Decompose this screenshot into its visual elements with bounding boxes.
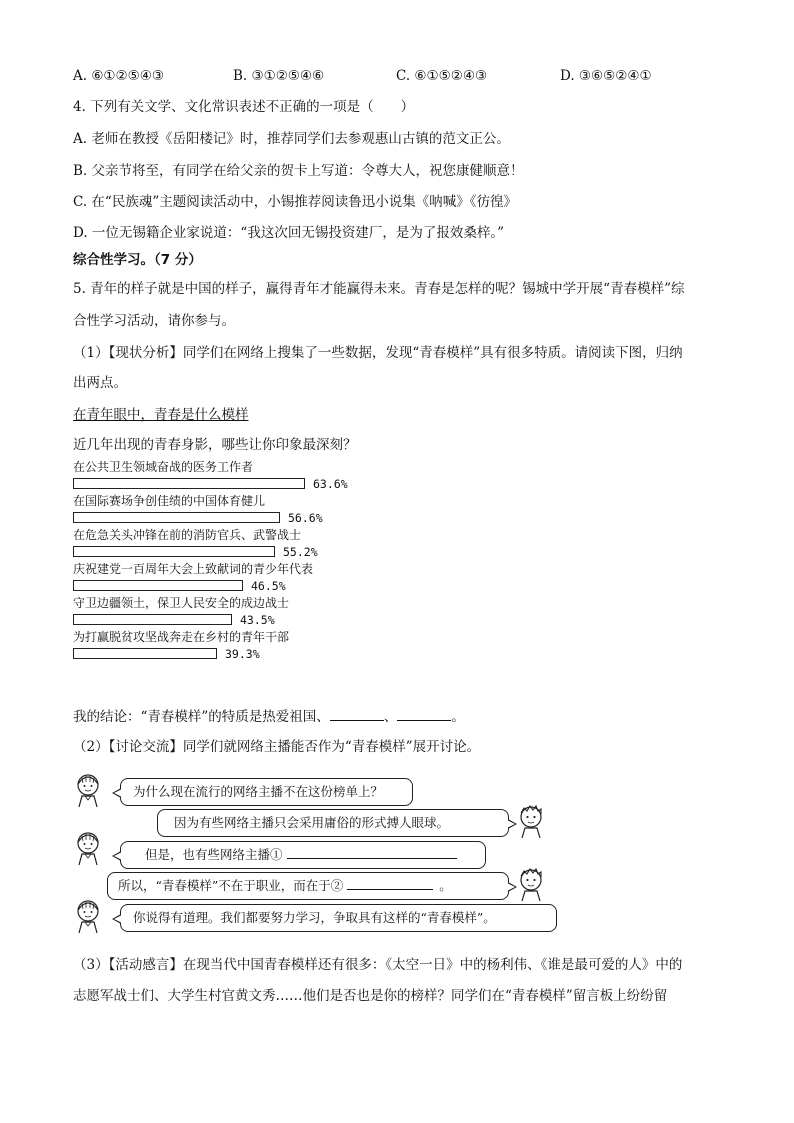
conclusion-prefix: 我的结论：“青春模样”的特质是热爱祖国、 — [73, 709, 330, 725]
q5-intro-line2: 合性学习活动，请你参与。 — [73, 313, 235, 329]
q5-part2: （2）【讨论交流】同学们就网络主播能否作为“青春模样”展开讨论。 — [73, 739, 481, 755]
option-c: C. ⑥①⑤②④③ — [396, 68, 488, 84]
bar-category-label: 守卫边疆领土，保卫人民安全的成边战士 — [73, 596, 290, 610]
bar-value-label: 63.6% — [313, 477, 348, 491]
answer-blank-1[interactable] — [330, 706, 384, 721]
section-title: 综合性学习。（7 分） — [73, 252, 202, 268]
bar-row — [73, 511, 340, 525]
bar-row — [73, 579, 303, 593]
q5-part1-line1: （1）【现状分析】同学们在网络上搜集了一些数据，发现“青春模样”具有很多特质。请阅读下图，归纳 — [73, 345, 683, 361]
bar-value-label: 43.5% — [240, 613, 275, 627]
bar-value-label: 55.2% — [283, 545, 318, 559]
girl-avatar-icon — [73, 898, 103, 934]
boy-avatar-icon — [516, 866, 546, 902]
option-a: A. ⑥①②⑤④③ — [73, 68, 164, 84]
dialogue-bubble-1: 为什么现在流行的网络主播不在这份榜单上？ — [120, 778, 413, 806]
bar-row — [73, 613, 292, 627]
bar-category-label: 在公共卫生领域奋战的医务工作者 — [73, 460, 254, 474]
bar-row — [73, 545, 335, 559]
option-b: B. ③①②⑤④⑥ — [233, 68, 325, 84]
bar-value-label: 46.5% — [251, 579, 286, 593]
q5-part3-line1: （3）【活动感言】在现当代中国青春模样还有很多：《太空一日》中的杨利伟、《谁是最可爱的人》中的 — [73, 957, 683, 973]
option-d: D. ③⑥⑤②④① — [560, 68, 652, 84]
dialogue-bubble-4: 所以，“青春模样”不在于职业，而在于② 。 — [107, 872, 509, 900]
boy-avatar-icon — [516, 803, 546, 839]
conclusion-end: 。 — [451, 709, 465, 725]
q4-option-c: C. 在“民族魂”主题阅读活动中，小锡推荐阅读鲁迅小说集《呐喊》《彷徨》 — [73, 194, 517, 210]
dialogue-bubble-5: 你说得有道理。我们都要努力学习，争取具有这样的“青春模样”。 — [120, 904, 557, 932]
bar — [73, 580, 243, 591]
chart-question: 近几年出现的青春身影，哪些让你印象最深刻？ — [73, 437, 357, 453]
bar-value-label: 56.6% — [288, 511, 323, 525]
dialogue-bubble-2: 因为有些网络主播只会采用庸俗的形式搏人眼球。 — [157, 809, 509, 837]
q4-option-d: D. 一位无锡籍企业家说道：“我这次回无锡投资建厂，是为了报效桑梓。” — [73, 225, 504, 241]
chart-heading: 在青年眼中，青春是什么模样 — [73, 407, 249, 423]
bar — [73, 648, 217, 659]
bar-category-label: 为打赢脱贫攻坚战奔走在乡村的青年干部 — [73, 630, 290, 644]
bar-row — [73, 647, 277, 661]
bar-value-label: 39.3% — [225, 647, 260, 661]
bar — [73, 512, 280, 523]
q5-part1-line2: 出两点。 — [73, 375, 127, 391]
q4-stem: 4. 下列有关文学、文化常识表述不正确的一项是（ ） — [73, 99, 415, 115]
conclusion-separator: 、 — [383, 709, 398, 725]
girl-avatar-icon — [73, 772, 103, 808]
answer-blank-2[interactable] — [397, 706, 451, 721]
q4-option-b: B. 父亲节将至，有同学在给父亲的贺卡上写道：令尊大人，祝您康健顺意！ — [73, 163, 524, 179]
conclusion — [73, 706, 465, 727]
bar-category-label: 在危急关头冲锋在前的消防官兵、武警战士 — [73, 528, 302, 542]
q5-part3-line2: 志愿军战士们、大学生村官黄文秀……他们是否也是你的榜样？同学们在“青春模样”留言板上纷纷留 — [73, 988, 668, 1004]
q4-option-a: A. 老师在教授《岳阳楼记》时，推荐同学们去参观惠山古镇的范文正公。 — [73, 131, 510, 147]
q3-options — [73, 66, 723, 86]
answer-blank-3[interactable] — [287, 846, 457, 859]
bar-row — [73, 477, 365, 491]
bar — [73, 614, 232, 625]
answer-blank-4[interactable] — [347, 877, 433, 890]
bar-category-label: 在国际赛场争创佳绩的中国体育健儿 — [73, 494, 266, 508]
bar — [73, 478, 305, 489]
q5-intro-line1: 5. 青年的样子就是中国的样子，赢得青年才能赢得未来。青春是怎样的呢？锡城中学开展“青春模样”综 — [73, 281, 685, 297]
bar-category-label: 庆祝建党一百周年大会上致献词的青少年代表 — [73, 562, 314, 576]
dialogue-bubble-3: 但是，也有些网络主播① — [120, 841, 486, 869]
girl-avatar-icon — [73, 830, 103, 866]
bar — [73, 546, 275, 557]
